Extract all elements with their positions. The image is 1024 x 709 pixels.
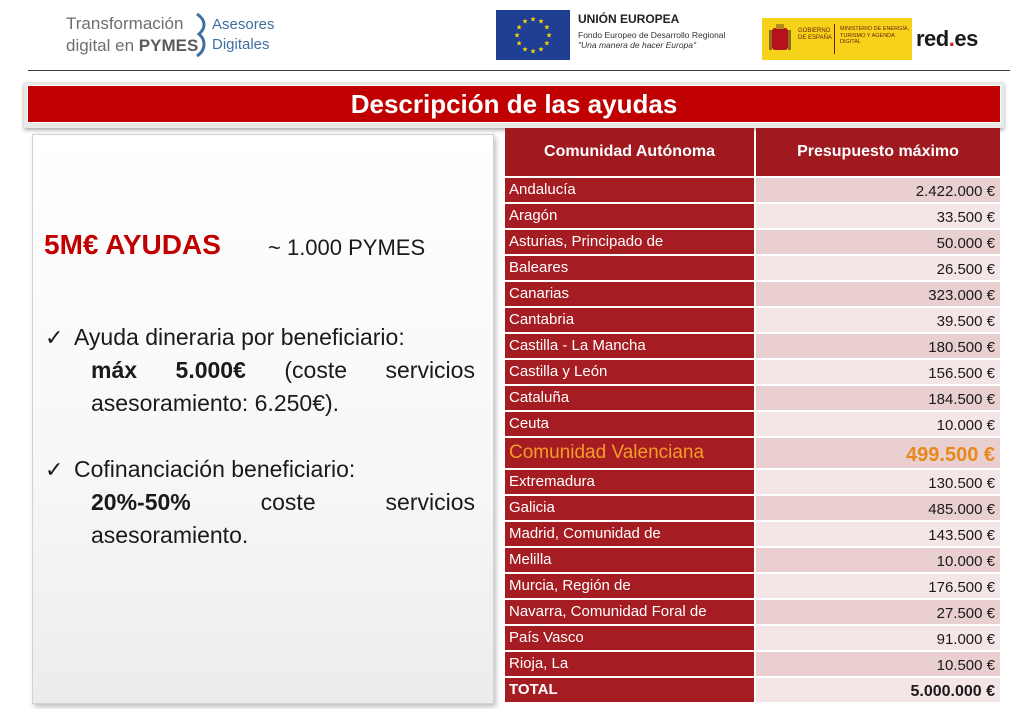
eu-fund: Fondo Europeo de Desarrollo Regional <box>578 30 726 40</box>
eu-star-icon: ★ <box>537 45 545 54</box>
row-presupuesto: 130.500 € <box>756 470 1000 494</box>
bullet-ayuda-line1: Ayuda dineraria por beneficiario: <box>74 324 405 350</box>
eu-star-icon: ★ <box>537 17 545 26</box>
eu-flag-icon <box>496 10 570 60</box>
row-presupuesto: 499.500 € <box>756 438 1000 468</box>
redes-logo[interactable]: red.es <box>916 26 978 51</box>
check-icon: ✓ <box>45 325 64 350</box>
row-presupuesto: 10.000 € <box>756 548 1000 572</box>
table-row <box>505 522 1000 546</box>
row-presupuesto: 184.500 € <box>756 386 1000 410</box>
table-row <box>505 386 1000 410</box>
table-row <box>505 548 1000 572</box>
row-presupuesto: 156.500 € <box>756 360 1000 384</box>
header-divider <box>28 70 1010 71</box>
table-row <box>505 178 1000 202</box>
row-comunidad: Aragón <box>505 204 754 228</box>
table-row <box>505 652 1000 676</box>
eu-star-icon: ★ <box>521 45 529 54</box>
eu-star-icon: ★ <box>521 17 529 26</box>
logo-swirl-icon <box>194 12 208 58</box>
row-comunidad: Castilla - La Mancha <box>505 334 754 358</box>
eu-star-icon: ★ <box>545 31 553 40</box>
row-presupuesto: 2.422.000 € <box>756 178 1000 202</box>
table-header <box>505 128 1000 176</box>
headline-amount: 5M€ AYUDAS <box>44 229 221 260</box>
row-presupuesto: 180.500 € <box>756 334 1000 358</box>
row-presupuesto: 485.000 € <box>756 496 1000 520</box>
table-row <box>505 600 1000 624</box>
eu-star-icon: ★ <box>543 23 550 32</box>
row-comunidad: Ceuta <box>505 412 754 436</box>
row-presupuesto: 323.000 € <box>756 282 1000 306</box>
row-presupuesto: 143.500 € <box>756 522 1000 546</box>
table-row <box>505 360 1000 384</box>
table-row <box>505 626 1000 650</box>
row-comunidad: Extremadura <box>505 470 754 494</box>
eu-star-icon: ★ <box>543 39 550 48</box>
row-comunidad: Canarias <box>505 282 754 306</box>
table-row <box>505 470 1000 494</box>
logo-line2: digital en PYMES <box>66 36 199 55</box>
bullet-ayuda-line3: asesoramiento: 6.250€). <box>91 390 340 416</box>
logo-right-line1: Asesores <box>212 16 275 33</box>
table-row <box>505 678 1000 702</box>
row-presupuesto: 39.500 € <box>756 308 1000 332</box>
row-comunidad: Cantabria <box>505 308 754 332</box>
table-row <box>505 438 1000 468</box>
eu-star-icon: ★ <box>516 23 523 32</box>
bullet-cofinanciacion-line1: Cofinanciación beneficiario: <box>74 456 356 482</box>
row-presupuesto: 27.500 € <box>756 600 1000 624</box>
row-comunidad: Rioja, La <box>505 652 754 676</box>
row-presupuesto: 10.500 € <box>756 652 1000 676</box>
bullet-cofinanciacion-line3: asesoramiento. <box>91 522 249 548</box>
row-comunidad: Navarra, Comunidad Foral de <box>505 600 754 624</box>
row-presupuesto: 5.000.000 € <box>756 678 1000 702</box>
eu-star-icon: ★ <box>529 47 537 56</box>
column-header-comunidad: Comunidad Autónoma <box>505 128 754 176</box>
title-bar <box>27 85 1001 123</box>
row-presupuesto: 50.000 € <box>756 230 1000 254</box>
check-icon: ✓ <box>45 457 64 482</box>
bullet-cofinanciacion-line2: 20%-50% coste servicios <box>91 489 475 515</box>
coat-of-arms-icon <box>768 22 792 56</box>
eu-star-icon: ★ <box>529 15 537 24</box>
eu-star-icon: ★ <box>516 39 523 48</box>
row-comunidad: Galicia <box>505 496 754 520</box>
bullet-ayuda-line2: máx 5.000€ (coste servicios <box>91 357 475 383</box>
row-comunidad: Murcia, Región de <box>505 574 754 598</box>
row-presupuesto: 91.000 € <box>756 626 1000 650</box>
row-presupuesto: 26.500 € <box>756 256 1000 280</box>
table-row <box>505 308 1000 332</box>
table-row <box>505 256 1000 280</box>
gobierno-logo[interactable] <box>762 18 912 60</box>
gobierno-text: GOBIERNO DE ESPAÑA <box>798 28 832 41</box>
table-row <box>505 334 1000 358</box>
title-banner <box>24 82 1004 128</box>
eu-title: UNIÓN EUROPEA <box>578 12 680 26</box>
table-row <box>505 574 1000 598</box>
row-comunidad: Asturias, Principado de <box>505 230 754 254</box>
header <box>0 0 1024 72</box>
eu-motto: "Una manera de hacer Europa" <box>578 40 697 50</box>
row-presupuesto: 10.000 € <box>756 412 1000 436</box>
table-row <box>505 496 1000 520</box>
row-comunidad: País Vasco <box>505 626 754 650</box>
table-row <box>505 230 1000 254</box>
row-comunidad: Castilla y León <box>505 360 754 384</box>
row-comunidad: Melilla <box>505 548 754 572</box>
logo-line1: Transformación <box>66 14 184 33</box>
eu-text <box>578 12 748 50</box>
headline-pymes: ~ 1.000 PYMES <box>268 235 426 260</box>
gobierno-divider <box>834 24 835 54</box>
eu-star-icon: ★ <box>513 31 521 40</box>
table-row <box>505 204 1000 228</box>
table-row <box>505 282 1000 306</box>
row-comunidad: Comunidad Valenciana <box>505 438 754 468</box>
logo-right-line2: Digitales <box>212 36 270 53</box>
ministerio-text: MINISTERIO DE ENERGÍA, TURISMO Y AGENDA DIGITAL <box>840 26 910 45</box>
column-header-presupuesto: Presupuesto máximo <box>756 128 1000 176</box>
row-comunidad: Cataluña <box>505 386 754 410</box>
headline <box>44 229 426 261</box>
page-title: Descripción de las ayudas <box>350 89 678 119</box>
summary-panel <box>32 134 494 704</box>
row-presupuesto: 176.500 € <box>756 574 1000 598</box>
row-comunidad: Andalucía <box>505 178 754 202</box>
row-comunidad: TOTAL <box>505 678 754 702</box>
table-row <box>505 412 1000 436</box>
row-presupuesto: 33.500 € <box>756 204 1000 228</box>
row-comunidad: Baleares <box>505 256 754 280</box>
row-comunidad: Madrid, Comunidad de <box>505 522 754 546</box>
